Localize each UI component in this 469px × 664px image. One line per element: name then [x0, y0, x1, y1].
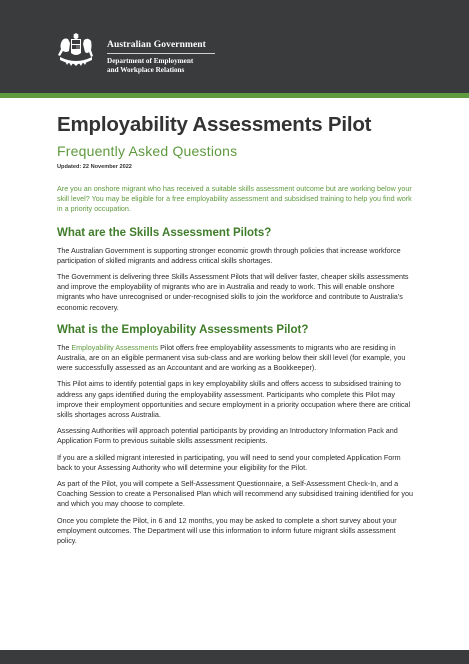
section1-paragraph-1: The Australian Government is supporting stronger economic growth through policies that increase workforce participation of skilled migrants and address critical skills shortages.: [57, 245, 401, 265]
coat-of-arms-icon: [57, 33, 95, 67]
section1-paragraph-2: The Government is delivering three Skills Assessment Pilots that will deliver faster, cheaper skills assessments and improve the employability of migrants who are in Australia and ready to work. This will enable onshore migrants who have unrecognised or under-recognised skills to join the workforce and contribute to Australia’s economic recovery.: [57, 272, 409, 312]
updated-date: Updated: 22 November 2022: [57, 164, 132, 170]
page-subtitle: Frequently Asked Questions: [57, 143, 238, 159]
department-name-line-2: and Workplace Relations: [107, 66, 185, 74]
section2-paragraph-6: Once you complete the Pilot, in 6 and 12 months, you may be asked to complete a short survey about your employment outcomes. The Department will use this information to inform future migrant skills assessment policy.: [57, 515, 397, 546]
section-heading-skills-assessment-pilots: What are the Skills Assessment Pilots?: [57, 226, 272, 239]
header-accent-band: [0, 93, 469, 98]
page-footer-bar: [0, 650, 469, 664]
document-body: [57, 112, 415, 546]
paragraph-prefix: The: [57, 342, 72, 352]
section2-paragraph-4: If you are a skilled migrant interested in participating, you will need to send your completed Application Form back to your Assessing Authority who will determine your eligibility for the Pilot.: [57, 452, 401, 472]
page-title: Employability Assessments Pilot: [57, 113, 372, 136]
department-name-line-1: Department of Employment: [107, 57, 194, 65]
paragraph-rest: Pilot offers free employability assessments to migrants who are residing in Australia, are on an eligible permanent visa sub-class and are working below their skill level (for example, you were successfully assessed as an Accountant and are working as a Bookkeeper).: [57, 342, 406, 373]
section2-paragraph-1: [57, 343, 415, 374]
section2-paragraph-3: Assessing Authorities will approach potential participants by providing an Introductory Information Pack and Application Form to previous suitable skills assessment recipients.: [57, 426, 398, 446]
government-wordmark: [107, 40, 215, 75]
employability-assessments-link[interactable]: Employability Assessments: [71, 342, 159, 352]
intro-paragraph: Are you an onshore migrant who has received a suitable skills assessment outcome but are working below your skill level? You may be eligible for a free employability assessment and subsidised training to help you find work in a priority occupation.: [57, 184, 412, 214]
wordmark-divider: [107, 53, 215, 54]
section-heading-employability-assessments-pilot: What is the Employability Assessments Pilot?: [57, 323, 309, 336]
page-header: [0, 0, 469, 93]
government-name: Australian Government: [107, 40, 206, 50]
section2-paragraph-2: This Pilot aims to identify potential gaps in key employability skills and offers access to subsidised training to address any gaps identified during the employability assessment. Participants who complete this Pilot may improve their employment opportunities and secure employment in a priority occupation where there are critical skills shortages across Australia.: [57, 379, 411, 420]
section2-paragraph-5: As part of the Pilot, you will compete a Self-Assessment Questionnaire, a Self-Assessment Check-In, and a Coaching Session to create a Personalised Plan which will recommend any subsidised training identified for you and which you may choose to complete.: [57, 479, 413, 509]
